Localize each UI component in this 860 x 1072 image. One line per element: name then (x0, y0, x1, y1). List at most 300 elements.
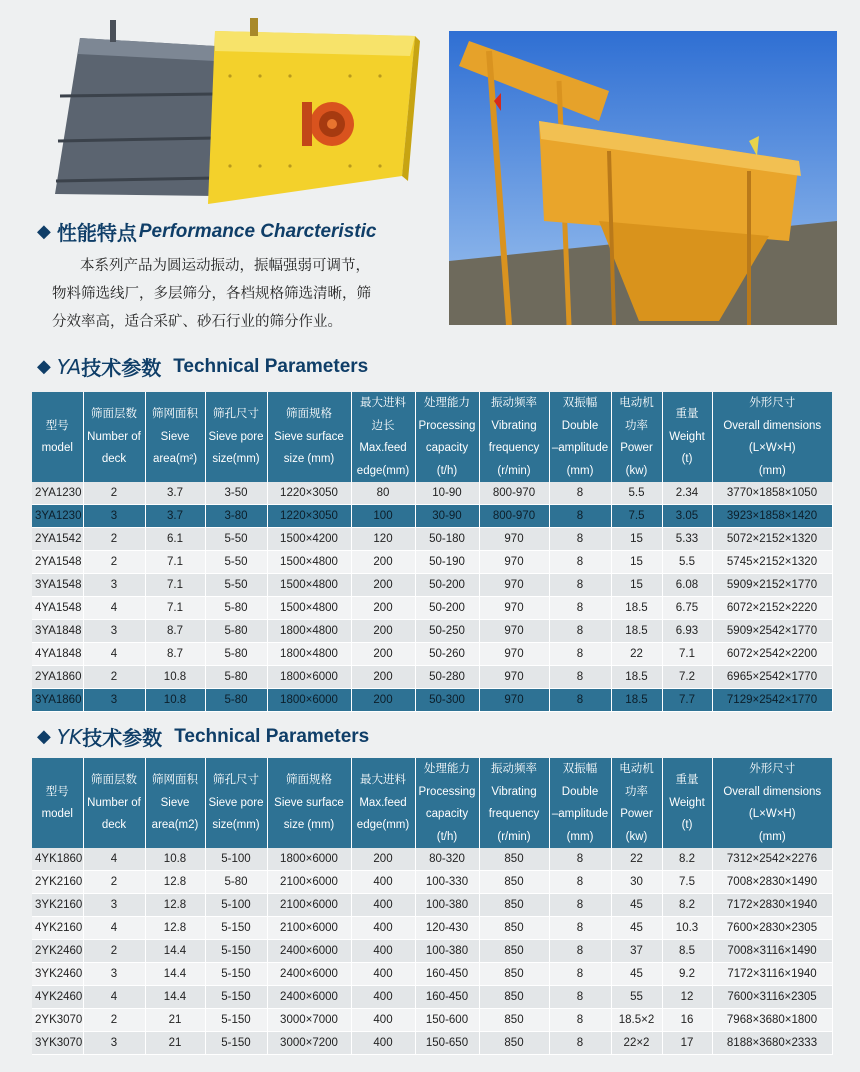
performance-description (52, 252, 442, 336)
table-cell: 55 (611, 986, 662, 1009)
column-header-line: Processing (418, 785, 476, 798)
table-cell: 850 (479, 1032, 549, 1055)
table-cell: 2 (83, 528, 145, 551)
table-cell: 45 (611, 894, 662, 917)
table-cell: 10.8 (145, 666, 205, 689)
column-header-line: edge(mm) (356, 819, 410, 832)
table-cell: 7008×3116×1490 (712, 940, 832, 963)
table-cell: 3YA1230 (32, 505, 83, 528)
table-cell: 2 (83, 940, 145, 963)
table-cell: 5-150 (205, 917, 267, 940)
table-cell: 850 (479, 848, 549, 871)
table-cell: 2YK3070 (32, 1009, 83, 1032)
column-header-line: Max.feed (359, 442, 407, 454)
table-cell: 2 (83, 551, 145, 574)
column-header-line: 电动机 (619, 397, 654, 409)
table-cell: 8 (549, 551, 611, 574)
column-header-line: Overall dimensions (723, 419, 822, 432)
table-cell: 3 (83, 620, 145, 643)
table-cell: 200 (351, 574, 415, 597)
column-header (351, 758, 415, 848)
column-header-line: (r/min) (497, 830, 531, 843)
table-cell: 3YA1860 (32, 689, 83, 712)
table-cell: 100 (351, 505, 415, 528)
table-cell: 8 (549, 574, 611, 597)
table-cell: 120-430 (415, 917, 479, 940)
table-cell: 21 (145, 1032, 205, 1055)
table-cell: 30-90 (415, 505, 479, 528)
table-row (32, 848, 832, 871)
table-cell: 8 (549, 1032, 611, 1055)
table-cell: 3 (83, 963, 145, 986)
table-cell: 8 (549, 848, 611, 871)
table-cell: 9.2 (662, 963, 712, 986)
table-cell: 10.8 (145, 848, 205, 871)
table-cell: 5-150 (205, 1032, 267, 1055)
yk-title-en: Technical Parameters (174, 725, 370, 747)
column-header (611, 758, 662, 848)
table-cell: 120 (351, 528, 415, 551)
column-header-line: 型号 (45, 419, 69, 432)
table-cell: 8 (549, 528, 611, 551)
table-row (32, 666, 832, 689)
table-row (32, 689, 832, 712)
column-header-line: (t/h) (436, 464, 458, 477)
column-header (415, 758, 479, 848)
table-cell: 8 (549, 963, 611, 986)
column-header-line: (L×W×H) (748, 808, 796, 820)
column-header (205, 392, 267, 482)
table-row (32, 505, 832, 528)
column-header (145, 392, 205, 482)
table-cell: 3 (83, 505, 145, 528)
column-header-line: 双振幅 (562, 397, 598, 409)
column-header (351, 392, 415, 482)
description-line: 本系列产品为圆运动振动，振幅强弱可调节， (80, 258, 370, 274)
table-cell: 1500×4800 (267, 551, 351, 574)
column-header-line: Vibrating (491, 419, 537, 432)
table-cell: 22×2 (611, 1032, 662, 1055)
table-cell: 10.8 (145, 689, 205, 712)
table-cell: 850 (479, 940, 549, 963)
table-cell: 18.5 (611, 666, 662, 689)
table-cell: 5-100 (205, 848, 267, 871)
table-cell: 37 (611, 940, 662, 963)
table-cell: 2 (83, 871, 145, 894)
table-cell: 2 (83, 482, 145, 505)
table-cell: 6.75 (662, 597, 712, 620)
column-header-line: 双振幅 (562, 763, 598, 775)
column-header-line: deck (101, 453, 127, 466)
table-row (32, 597, 832, 620)
table-row (32, 871, 832, 894)
column-header-line: 最大进料 (360, 774, 406, 787)
table-row (32, 643, 832, 666)
table-cell: 1800×6000 (267, 666, 351, 689)
table-cell: 1800×6000 (267, 848, 351, 871)
table-cell: 2100×6000 (267, 894, 351, 917)
table-cell: 1500×4800 (267, 597, 351, 620)
column-header-line: 筛面层数 (91, 408, 137, 421)
column-header-line: 筛网面积 (152, 408, 198, 421)
column-header-line: Vibrating (491, 785, 537, 798)
table-cell: 850 (479, 894, 549, 917)
table-cell: 2YA1542 (32, 528, 83, 551)
table-cell: 970 (479, 551, 549, 574)
table-cell: 400 (351, 1009, 415, 1032)
table-cell: 7600×3116×2305 (712, 986, 832, 1009)
table-cell: 400 (351, 871, 415, 894)
column-header-line: Sieve pore (208, 430, 264, 443)
column-header-line: –amplitude (551, 442, 609, 454)
column-header-line: (mm) (758, 464, 786, 477)
table-cell: 850 (479, 986, 549, 1009)
column-header-line: Power (620, 808, 653, 820)
table-cell: 850 (479, 1009, 549, 1032)
table-row (32, 986, 832, 1009)
column-header-line: model (41, 808, 73, 820)
table-cell: 8.2 (662, 848, 712, 871)
column-header-line: Weight (669, 430, 705, 443)
table-cell: 8 (549, 689, 611, 712)
table-cell: 5-100 (205, 894, 267, 917)
table-cell: 3923×1858×1420 (712, 505, 832, 528)
table-cell: 3YA1848 (32, 620, 83, 643)
column-header (83, 758, 145, 848)
yk-parameters-table (32, 758, 833, 1055)
column-header (83, 392, 145, 482)
column-header (267, 758, 351, 848)
table-cell: 5-80 (205, 620, 267, 643)
table-cell: 8 (549, 894, 611, 917)
table-cell: 200 (351, 643, 415, 666)
vibrating-screen-photo (40, 16, 420, 206)
table-row (32, 940, 832, 963)
column-header-line: Overall dimensions (723, 785, 822, 798)
table-cell: 15 (611, 528, 662, 551)
table-cell: 5-80 (205, 871, 267, 894)
table-cell: 7.1 (662, 643, 712, 666)
table-cell: 8 (549, 871, 611, 894)
table-cell: 800-970 (479, 482, 549, 505)
table-row (32, 528, 832, 551)
table-cell: 5-150 (205, 940, 267, 963)
column-header-line: Power (620, 442, 653, 454)
table-cell: 160-450 (415, 963, 479, 986)
table-cell: 21 (145, 1009, 205, 1032)
table-cell: 4YA1848 (32, 643, 83, 666)
table-cell: 970 (479, 620, 549, 643)
table-cell: 970 (479, 528, 549, 551)
table-cell: 8.5 (662, 940, 712, 963)
table-row (32, 551, 832, 574)
table-cell: 200 (351, 666, 415, 689)
table-cell: 5909×2152×1770 (712, 574, 832, 597)
table-cell: 22 (611, 643, 662, 666)
table-cell: 14.4 (145, 963, 205, 986)
column-header (611, 392, 662, 482)
table-cell: 3.7 (145, 482, 205, 505)
table-cell: 200 (351, 848, 415, 871)
table-cell: 800-970 (479, 505, 549, 528)
table-cell: 8 (549, 620, 611, 643)
table-cell: 5-80 (205, 666, 267, 689)
table-cell: 200 (351, 551, 415, 574)
column-header-line: Number of (87, 796, 141, 809)
column-header-line: Number of (87, 430, 141, 443)
column-header-line: (kw) (625, 464, 648, 477)
column-header-line: (t) (681, 819, 693, 832)
table-cell: 3000×7000 (267, 1009, 351, 1032)
table-cell: 14.4 (145, 986, 205, 1009)
ya-series-prefix: YA (56, 354, 82, 379)
table-cell: 80 (351, 482, 415, 505)
column-header-line: 外形尺寸 (749, 397, 796, 409)
column-header-line: 筛面规格 (286, 774, 332, 787)
table-cell: 3770×1858×1050 (712, 482, 832, 505)
table-cell: 8 (549, 505, 611, 528)
column-header-line: 功率 (625, 419, 648, 432)
table-cell: 50-280 (415, 666, 479, 689)
ya-header-row (32, 392, 832, 482)
table-cell: 5072×2152×1320 (712, 528, 832, 551)
table-cell: 7600×2830×2305 (712, 917, 832, 940)
table-cell: 1800×4800 (267, 643, 351, 666)
column-header-line: size(mm) (212, 453, 260, 466)
column-header-line: (mm) (758, 830, 786, 843)
column-header-line: (L×W×H) (748, 442, 796, 454)
table-cell: 150-600 (415, 1009, 479, 1032)
table-cell: 7172×3116×1940 (712, 963, 832, 986)
ya-parameters-table (32, 392, 833, 712)
table-cell: 8 (549, 597, 611, 620)
column-header-line: 处理能力 (424, 763, 470, 775)
column-header-line: edge(mm) (356, 464, 410, 477)
table-cell: 5-50 (205, 574, 267, 597)
table-cell: 7008×2830×1490 (712, 871, 832, 894)
table-cell: 45 (611, 963, 662, 986)
table-cell: 150-650 (415, 1032, 479, 1055)
table-cell: 4YK1860 (32, 848, 83, 871)
table-cell: 4YK2160 (32, 917, 83, 940)
table-cell: 7.5 (611, 505, 662, 528)
table-cell: 1500×4800 (267, 574, 351, 597)
table-cell: 5.5 (662, 551, 712, 574)
table-cell: 1800×4800 (267, 620, 351, 643)
table-cell: 2400×6000 (267, 986, 351, 1009)
table-cell: 2100×6000 (267, 871, 351, 894)
table-cell: 8 (549, 666, 611, 689)
table-row (32, 482, 832, 505)
table-cell: 3 (83, 894, 145, 917)
table-cell: 15 (611, 551, 662, 574)
description-line: 物料筛选线厂，多层筛分，各档规格筛选清晰，筛 (52, 286, 371, 302)
column-header-line: 电动机 (619, 763, 654, 775)
column-header (32, 392, 83, 482)
table-cell: 6072×2152×2220 (712, 597, 832, 620)
table-cell: 6.08 (662, 574, 712, 597)
table-cell: 970 (479, 597, 549, 620)
table-cell: 3YK3070 (32, 1032, 83, 1055)
table-cell: 15 (611, 574, 662, 597)
table-cell: 4 (83, 917, 145, 940)
table-cell: 8 (549, 482, 611, 505)
column-header-line: frequency (488, 442, 540, 454)
table-cell: 8 (549, 940, 611, 963)
table-cell: 970 (479, 689, 549, 712)
column-header-line: (kw) (625, 830, 648, 843)
column-header-line: capacity (425, 442, 469, 454)
table-cell: 2YA1548 (32, 551, 83, 574)
table-cell: 12.8 (145, 894, 205, 917)
table-cell: 3 (83, 689, 145, 712)
column-header-line: 筛孔尺寸 (213, 408, 259, 421)
table-cell: 100-330 (415, 871, 479, 894)
table-cell: 18.5 (611, 689, 662, 712)
column-header-line: model (41, 442, 73, 454)
column-header-line: Processing (418, 419, 476, 432)
table-cell: 30 (611, 871, 662, 894)
table-cell: 5-50 (205, 551, 267, 574)
table-row (32, 620, 832, 643)
table-cell: 50-200 (415, 597, 479, 620)
table-cell: 3.05 (662, 505, 712, 528)
diamond-bullet-icon: ◆ (37, 726, 51, 747)
column-header-line: Sieve pore (208, 796, 264, 809)
table-cell: 7.2 (662, 666, 712, 689)
column-header (712, 392, 832, 482)
table-cell: 4YK2460 (32, 986, 83, 1009)
table-cell: 8.2 (662, 894, 712, 917)
table-row (32, 1032, 832, 1055)
column-header-line: 筛面规格 (286, 408, 332, 421)
table-cell: 5909×2542×1770 (712, 620, 832, 643)
column-header-line: 筛面层数 (91, 774, 137, 787)
table-cell: 8 (549, 1009, 611, 1032)
column-header-line: 重量 (675, 408, 699, 421)
table-cell: 3000×7200 (267, 1032, 351, 1055)
installation-site-photo (449, 31, 837, 325)
table-cell: 5-80 (205, 689, 267, 712)
table-cell: 970 (479, 643, 549, 666)
table-cell: 7172×2830×1940 (712, 894, 832, 917)
table-cell: 6.93 (662, 620, 712, 643)
column-header-line: Sieve surface (274, 796, 344, 809)
table-cell: 400 (351, 1032, 415, 1055)
table-cell: 50-260 (415, 643, 479, 666)
table-cell: 3.7 (145, 505, 205, 528)
column-header-line: size(mm) (212, 819, 260, 832)
table-cell: 5-150 (205, 986, 267, 1009)
column-header-line: 筛网面积 (152, 774, 198, 787)
table-cell: 1220×3050 (267, 482, 351, 505)
performance-title-en: Performance Charcteristic (138, 220, 377, 242)
table-cell: 50-300 (415, 689, 479, 712)
column-header-line: Sieve surface (274, 430, 344, 443)
column-header (205, 758, 267, 848)
column-header-line: Double (561, 785, 599, 798)
table-cell: 18.5×2 (611, 1009, 662, 1032)
table-cell: 3 (83, 574, 145, 597)
table-cell: 3-50 (205, 482, 267, 505)
table-cell: 12 (662, 986, 712, 1009)
table-cell: 7312×2542×2276 (712, 848, 832, 871)
yk-header-row (32, 758, 832, 848)
table-cell: 4 (83, 848, 145, 871)
column-header (662, 392, 712, 482)
table-cell: 7.1 (145, 574, 205, 597)
diamond-bullet-icon: ◆ (37, 221, 51, 242)
table-cell: 970 (479, 666, 549, 689)
table-cell: 5745×2152×1320 (712, 551, 832, 574)
table-cell: 50-250 (415, 620, 479, 643)
performance-heading (37, 217, 376, 246)
table-cell: 8 (549, 986, 611, 1009)
table-cell: 6072×2542×2200 (712, 643, 832, 666)
table-cell: 12.8 (145, 871, 205, 894)
column-header (267, 392, 351, 482)
table-cell: 2400×6000 (267, 940, 351, 963)
table-cell: 4YA1548 (32, 597, 83, 620)
table-cell: 850 (479, 871, 549, 894)
column-header-line: 重量 (675, 774, 699, 787)
column-header-line: 处理能力 (424, 397, 470, 409)
table-cell: 850 (479, 917, 549, 940)
column-header-line: (r/min) (497, 464, 531, 477)
table-cell: 45 (611, 917, 662, 940)
yk-series-prefix: YK (56, 724, 83, 749)
table-cell: 10.3 (662, 917, 712, 940)
table-cell: 17 (662, 1032, 712, 1055)
table-cell: 8.7 (145, 620, 205, 643)
column-header-line: size (mm) (283, 453, 335, 466)
table-cell: 200 (351, 597, 415, 620)
table-row (32, 574, 832, 597)
column-header-line: 筛孔尺寸 (213, 774, 259, 787)
table-cell: 2400×6000 (267, 963, 351, 986)
table-cell: 2YA1230 (32, 482, 83, 505)
table-cell: 200 (351, 689, 415, 712)
performance-title-cn: 性能特点 (56, 221, 137, 245)
column-header-line: Sieve (160, 796, 190, 809)
table-cell: 2.34 (662, 482, 712, 505)
table-cell: 5-150 (205, 963, 267, 986)
column-header (479, 758, 549, 848)
table-cell: 3YK2160 (32, 894, 83, 917)
table-cell: 3YK2460 (32, 963, 83, 986)
table-cell: 400 (351, 986, 415, 1009)
column-header-line: 最大进料 (360, 397, 406, 409)
table-cell: 3 (83, 1032, 145, 1055)
column-header (549, 392, 611, 482)
table-cell: 7.1 (145, 597, 205, 620)
table-cell: 8 (549, 643, 611, 666)
table-cell: 200 (351, 620, 415, 643)
table-row (32, 894, 832, 917)
table-cell: 80-320 (415, 848, 479, 871)
table-cell: 50-180 (415, 528, 479, 551)
table-cell: 14.4 (145, 940, 205, 963)
ya-title-cn: 技术参数 (81, 356, 162, 380)
table-cell: 2 (83, 1009, 145, 1032)
column-header-line: area(m²) (152, 453, 198, 466)
table-cell: 22 (611, 848, 662, 871)
column-header-line: area(m2) (151, 819, 199, 832)
table-cell: 16 (662, 1009, 712, 1032)
column-header-line: Weight (669, 796, 705, 809)
column-header-line: 外形尺寸 (749, 763, 796, 775)
table-cell: 6.1 (145, 528, 205, 551)
